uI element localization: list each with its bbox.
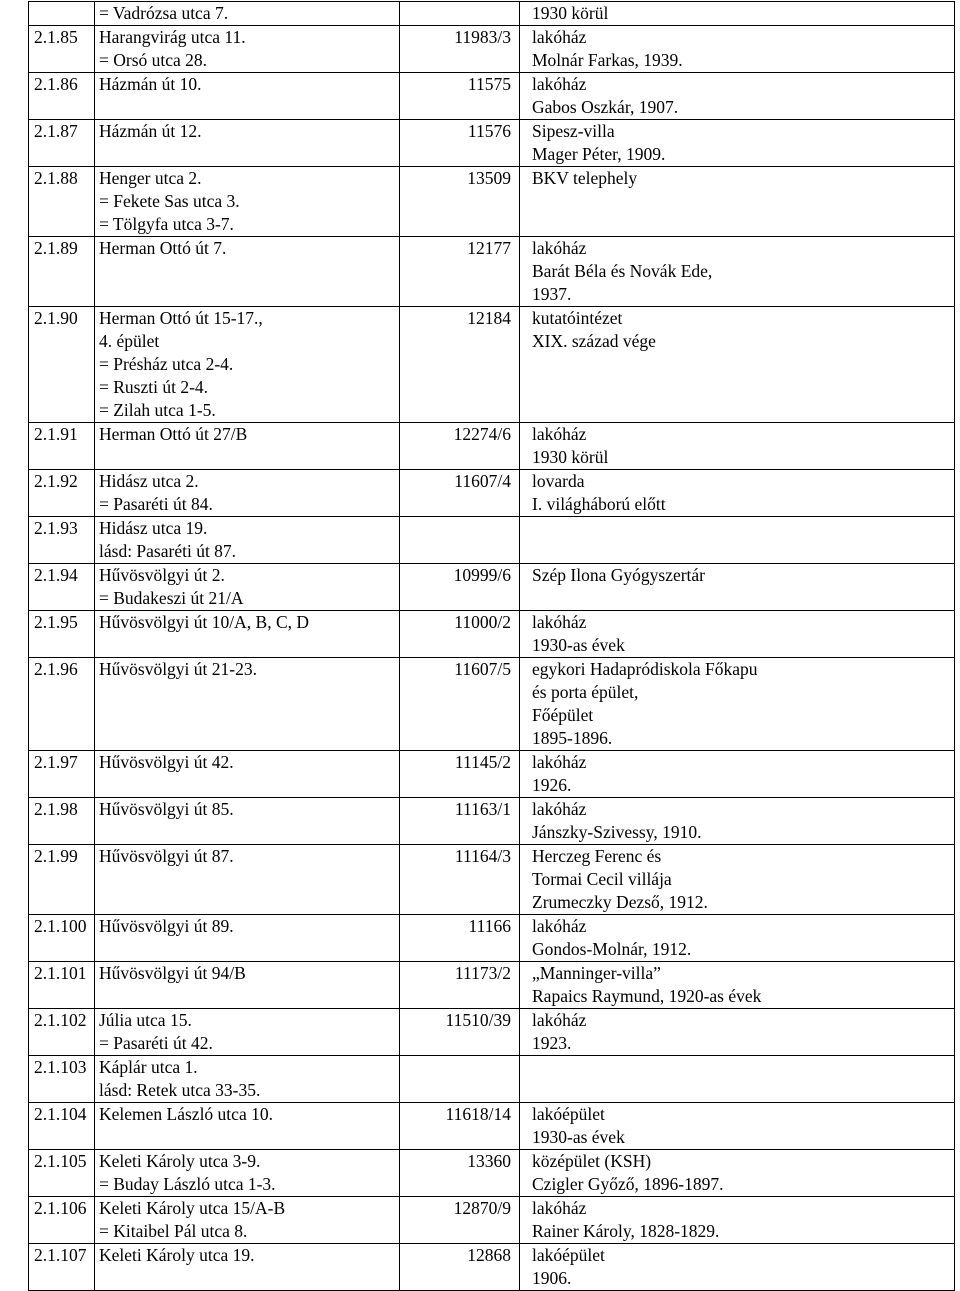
description-line: egykori Hadapródiskola Főkapu	[532, 659, 758, 679]
row-id-cell	[29, 1056, 95, 1103]
description-cell	[520, 1197, 955, 1244]
parcel-number: 11164/3	[454, 846, 511, 866]
address-cell	[95, 26, 400, 73]
parcel-number-cell	[400, 423, 520, 470]
row-id: 2.1.89	[34, 238, 78, 258]
description-cell	[520, 1056, 955, 1103]
register-row	[29, 658, 955, 751]
address-line: Hűvösvölgyi út 42.	[99, 752, 234, 772]
description-line: Rainer Károly, 1828-1829.	[532, 1221, 720, 1241]
address-line: Hidász utca 2.	[99, 471, 199, 491]
parcel-number: 12184	[467, 308, 511, 328]
address-cell	[95, 2, 400, 26]
description-cell	[520, 167, 955, 237]
parcel-number: 11607/5	[454, 659, 511, 679]
address-cell	[95, 73, 400, 120]
address-cell	[95, 611, 400, 658]
description-line: kutatóintézet	[532, 308, 623, 328]
description-cell	[520, 564, 955, 611]
row-id: 2.1.91	[34, 424, 78, 444]
row-id-cell	[29, 1009, 95, 1056]
row-id-cell	[29, 470, 95, 517]
row-id-cell	[29, 167, 95, 237]
parcel-number-cell	[400, 915, 520, 962]
address-line: Házmán út 12.	[99, 121, 202, 141]
row-id: 2.1.92	[34, 471, 78, 491]
description-line: 1926.	[532, 775, 572, 795]
description-line: 1930-as évek	[532, 1127, 625, 1147]
description-line: lakóépület	[532, 1104, 605, 1124]
address-line: Kelemen László utca 10.	[99, 1104, 273, 1124]
address-line: Hűvösvölgyi út 2.	[99, 565, 225, 585]
parcel-number: 11618/14	[445, 1104, 511, 1124]
description-line: lakóház	[532, 752, 587, 772]
description-cell	[520, 73, 955, 120]
parcel-number-cell	[400, 1103, 520, 1150]
address-line: Júlia utca 15.	[99, 1010, 192, 1030]
description-cell	[520, 751, 955, 798]
parcel-number: 12177	[467, 238, 511, 258]
register-row	[29, 26, 955, 73]
parcel-number-cell	[400, 2, 520, 26]
description-cell	[520, 611, 955, 658]
row-id: 2.1.99	[34, 846, 78, 866]
address-cell	[95, 915, 400, 962]
address-line: Káplár utca 1.	[99, 1057, 198, 1077]
register-row	[29, 1056, 955, 1103]
description-line: Tormai Cecil villája	[532, 869, 672, 889]
row-id-cell	[29, 962, 95, 1009]
parcel-number: 12274/6	[453, 424, 511, 444]
parcel-number-cell	[400, 1244, 520, 1291]
description-line: 1923.	[532, 1033, 572, 1053]
description-cell	[520, 962, 955, 1009]
description-line: Mager Péter, 1909.	[532, 144, 666, 164]
row-id-cell	[29, 423, 95, 470]
parcel-number-cell	[400, 1056, 520, 1103]
row-id: 2.1.97	[34, 752, 78, 772]
row-id-cell	[29, 517, 95, 564]
description-line: Czigler Győző, 1896-1897.	[532, 1174, 724, 1194]
description-cell	[520, 1244, 955, 1291]
description-line: 1930-as évek	[532, 635, 625, 655]
description-line: Jánszky-Szivessy, 1910.	[532, 822, 702, 842]
description-line: Molnár Farkas, 1939.	[532, 50, 683, 70]
parcel-number-cell	[400, 564, 520, 611]
address-line: Hűvösvölgyi út 94/B	[99, 963, 246, 983]
parcel-number-cell	[400, 658, 520, 751]
parcel-number: 11145/2	[454, 752, 511, 772]
description-cell	[520, 845, 955, 915]
parcel-number: 11983/3	[454, 27, 511, 47]
description-line: lakóház	[532, 916, 587, 936]
description-line: BKV telephely	[532, 168, 638, 188]
parcel-number-cell	[400, 517, 520, 564]
row-id: 2.1.103	[34, 1057, 87, 1077]
row-id: 2.1.98	[34, 799, 78, 819]
register-table-body	[29, 2, 955, 1291]
description-cell	[520, 1103, 955, 1150]
description-line: lakóépület	[532, 1245, 605, 1265]
row-id: 2.1.107	[34, 1245, 87, 1265]
address-line: Házmán út 10.	[99, 74, 202, 94]
description-line: Zrumeczky Dezső, 1912.	[532, 892, 708, 912]
address-cell	[95, 307, 400, 423]
row-id-cell	[29, 237, 95, 307]
parcel-number: 10999/6	[453, 565, 511, 585]
parcel-number: 13360	[467, 1151, 511, 1171]
description-line: XIX. század vége	[532, 331, 656, 351]
row-id-cell	[29, 915, 95, 962]
parcel-number: 11510/39	[445, 1010, 511, 1030]
address-cell	[95, 751, 400, 798]
row-id-cell	[29, 658, 95, 751]
description-line: I. világháború előtt	[532, 494, 666, 514]
description-cell	[520, 120, 955, 167]
description-line: 1906.	[532, 1268, 572, 1288]
address-line: Hűvösvölgyi út 89.	[99, 916, 234, 936]
description-cell	[520, 423, 955, 470]
parcel-number: 13509	[467, 168, 511, 188]
address-cell	[95, 237, 400, 307]
description-cell	[520, 798, 955, 845]
address-line: Henger utca 2.	[99, 168, 202, 188]
address-cell	[95, 1009, 400, 1056]
parcel-number-cell	[400, 1009, 520, 1056]
parcel-number-cell	[400, 1197, 520, 1244]
row-id: 2.1.104	[34, 1104, 87, 1124]
description-cell	[520, 307, 955, 423]
row-id-cell	[29, 307, 95, 423]
row-id-cell	[29, 1244, 95, 1291]
register-row	[29, 73, 955, 120]
description-line: középület (KSH)	[532, 1151, 652, 1171]
parcel-number-cell	[400, 26, 520, 73]
register-row	[29, 798, 955, 845]
register-row	[29, 1009, 955, 1056]
parcel-number-cell	[400, 237, 520, 307]
description-line: Barát Béla és Novák Ede,	[532, 261, 713, 281]
address-line: lásd: Retek utca 33-35.	[99, 1080, 261, 1100]
address-cell	[95, 1150, 400, 1197]
description-line: Gondos-Molnár, 1912.	[532, 939, 692, 959]
register-row	[29, 237, 955, 307]
row-id: 2.1.105	[34, 1151, 87, 1171]
address-line: 4. épület	[99, 331, 160, 351]
description-line: 1895-1896.	[532, 728, 613, 748]
address-cell	[95, 564, 400, 611]
address-line: = Kitaibel Pál utca 8.	[99, 1221, 248, 1241]
parcel-number: 11575	[467, 74, 511, 94]
row-id: 2.1.100	[34, 916, 87, 936]
row-id-cell	[29, 611, 95, 658]
register-row	[29, 470, 955, 517]
row-id-cell	[29, 120, 95, 167]
parcel-number: 11166	[468, 916, 511, 936]
parcel-number-cell	[400, 611, 520, 658]
row-id: 2.1.106	[34, 1198, 87, 1218]
address-cell	[95, 423, 400, 470]
address-line: = Fekete Sas utca 3.	[99, 191, 240, 211]
description-line: Sipesz-villa	[532, 121, 615, 141]
description-line: és porta épület,	[532, 682, 639, 702]
description-cell	[520, 658, 955, 751]
parcel-number: 11163/1	[454, 799, 511, 819]
register-row	[29, 1244, 955, 1291]
row-id: 2.1.85	[34, 27, 78, 47]
parcel-number-cell	[400, 167, 520, 237]
address-line: Herman Ottó út 7.	[99, 238, 227, 258]
row-id: 2.1.102	[34, 1010, 87, 1030]
row-id-cell	[29, 26, 95, 73]
row-id: 2.1.95	[34, 612, 78, 632]
description-line: lakóház	[532, 27, 587, 47]
description-cell	[520, 1150, 955, 1197]
address-line: = Pasaréti út 42.	[99, 1033, 213, 1053]
register-row	[29, 962, 955, 1009]
address-cell	[95, 1056, 400, 1103]
row-id-cell	[29, 2, 95, 26]
description-cell	[520, 1009, 955, 1056]
address-cell	[95, 845, 400, 915]
parcel-number-cell	[400, 751, 520, 798]
register-row	[29, 2, 955, 26]
row-id-cell	[29, 1197, 95, 1244]
description-cell	[520, 915, 955, 962]
parcel-number-cell	[400, 307, 520, 423]
description-line: Herczeg Ferenc és	[532, 846, 662, 866]
description-line: lakóház	[532, 424, 587, 444]
register-row	[29, 517, 955, 564]
row-id-cell	[29, 564, 95, 611]
address-line: = Présház utca 2-4.	[99, 354, 234, 374]
address-line: = Ruszti út 2-4.	[99, 377, 209, 397]
parcel-number: 11607/4	[454, 471, 511, 491]
register-row	[29, 167, 955, 237]
address-line: Hűvösvölgyi út 21-23.	[99, 659, 257, 679]
description-cell	[520, 26, 955, 73]
parcel-number: 11000/2	[454, 612, 511, 632]
description-cell	[520, 470, 955, 517]
address-line: Hűvösvölgyi út 87.	[99, 846, 234, 866]
address-line: lásd: Pasaréti út 87.	[99, 541, 237, 561]
description-line: „Manninger-villa”	[532, 963, 661, 983]
address-line: Keleti Károly utca 19.	[99, 1245, 255, 1265]
row-id: 2.1.88	[34, 168, 78, 188]
register-row	[29, 120, 955, 167]
row-id-cell	[29, 751, 95, 798]
register-row	[29, 1103, 955, 1150]
register-row	[29, 564, 955, 611]
register-row	[29, 915, 955, 962]
register-row	[29, 611, 955, 658]
row-id-cell	[29, 1150, 95, 1197]
parcel-number-cell	[400, 962, 520, 1009]
address-cell	[95, 470, 400, 517]
register-row	[29, 307, 955, 423]
address-cell	[95, 1244, 400, 1291]
parcel-number-cell	[400, 120, 520, 167]
address-line: = Zilah utca 1-5.	[99, 400, 216, 420]
address-cell	[95, 1197, 400, 1244]
row-id: 2.1.101	[34, 963, 87, 983]
address-cell	[95, 962, 400, 1009]
register-row	[29, 751, 955, 798]
description-line: lakóház	[532, 1010, 587, 1030]
register-row	[29, 1197, 955, 1244]
row-id: 2.1.94	[34, 565, 78, 585]
parcel-number-cell	[400, 73, 520, 120]
description-cell	[520, 517, 955, 564]
description-line: lakóház	[532, 612, 587, 632]
address-line: Hűvösvölgyi út 10/A, B, C, D	[99, 612, 310, 632]
register-row	[29, 423, 955, 470]
row-id-cell	[29, 1103, 95, 1150]
row-id-cell	[29, 798, 95, 845]
description-line: 1930 körül	[532, 3, 609, 23]
register-row	[29, 1150, 955, 1197]
address-line: Hűvösvölgyi út 85.	[99, 799, 234, 819]
description-line: lakóház	[532, 799, 587, 819]
address-line: = Vadrózsa utca 7.	[99, 3, 229, 23]
parcel-number: 12868	[467, 1245, 511, 1265]
address-line: Herman Ottó út 27/B	[99, 424, 248, 444]
description-line: lovarda	[532, 471, 585, 491]
address-line: = Pasaréti út 84.	[99, 494, 213, 514]
parcel-number-cell	[400, 1150, 520, 1197]
description-line: 1930 körül	[532, 447, 609, 467]
row-id-cell	[29, 845, 95, 915]
description-line: lakóház	[532, 74, 587, 94]
address-cell	[95, 120, 400, 167]
address-cell	[95, 658, 400, 751]
description-cell	[520, 237, 955, 307]
address-line: Herman Ottó út 15-17.,	[99, 308, 263, 328]
address-line: Keleti Károly utca 3-9.	[99, 1151, 261, 1171]
address-cell	[95, 1103, 400, 1150]
register-row	[29, 845, 955, 915]
description-line: lakóház	[532, 238, 587, 258]
description-line: Rapaics Raymund, 1920-as évek	[532, 986, 762, 1006]
description-line: 1937.	[532, 284, 572, 304]
row-id: 2.1.87	[34, 121, 78, 141]
address-cell	[95, 517, 400, 564]
row-id-cell	[29, 73, 95, 120]
address-line: = Budakeszi út 21/A	[99, 588, 244, 608]
address-line: Harangvirág utca 11.	[99, 27, 246, 47]
address-cell	[95, 798, 400, 845]
parcel-number: 11576	[467, 121, 511, 141]
row-id: 2.1.90	[34, 308, 78, 328]
parcel-number-cell	[400, 470, 520, 517]
row-id: 2.1.93	[34, 518, 78, 538]
parcel-number: 12870/9	[453, 1198, 511, 1218]
parcel-number: 11173/2	[454, 963, 511, 983]
address-line: Keleti Károly utca 15/A-B	[99, 1198, 286, 1218]
address-line: = Tölgyfa utca 3-7.	[99, 214, 234, 234]
parcel-number-cell	[400, 845, 520, 915]
description-line: Főépület	[532, 705, 594, 725]
address-line: = Buday László utca 1-3.	[99, 1174, 276, 1194]
address-line: = Orsó utca 28.	[99, 50, 208, 70]
description-cell	[520, 2, 955, 26]
address-cell	[95, 167, 400, 237]
heritage-register-table	[28, 1, 955, 1291]
row-id: 2.1.96	[34, 659, 78, 679]
parcel-number-cell	[400, 798, 520, 845]
description-line: lakóház	[532, 1198, 587, 1218]
address-line: Hidász utca 19.	[99, 518, 208, 538]
description-line: Szép Ilona Gyógyszertár	[532, 565, 705, 585]
row-id: 2.1.86	[34, 74, 78, 94]
description-line: Gabos Oszkár, 1907.	[532, 97, 679, 117]
